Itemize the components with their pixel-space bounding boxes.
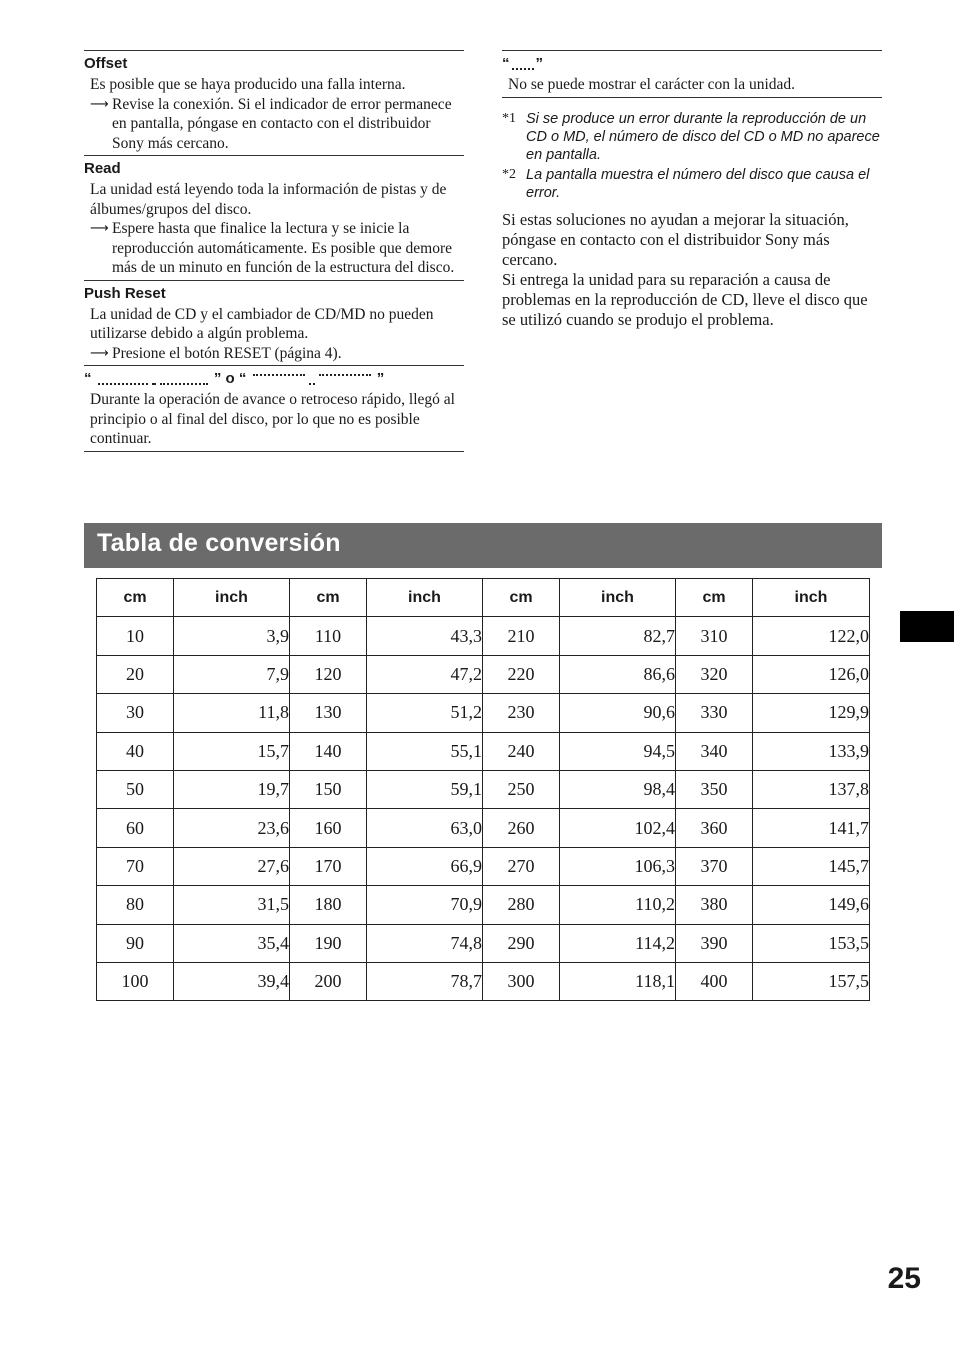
inch-cell: 118,1 (560, 962, 676, 1000)
column-header: inch (560, 579, 676, 617)
cm-cell: 360 (676, 809, 753, 847)
inch-cell: 15,7 (174, 732, 290, 770)
cm-cell: 390 (676, 924, 753, 962)
table-row (97, 770, 870, 808)
cm-cell: 380 (676, 886, 753, 924)
cm-cell: 160 (290, 809, 367, 847)
column-header: cm (483, 579, 560, 617)
cm-cell: 340 (676, 732, 753, 770)
cm-cell: 100 (97, 962, 174, 1000)
inch-cell: 122,0 (753, 617, 870, 655)
cm-cell: 240 (483, 732, 560, 770)
cm-cell: 180 (290, 886, 367, 924)
segment-display-icon (253, 374, 305, 385)
error-title: Read (84, 160, 121, 177)
conversion-table (96, 578, 870, 1001)
quote-separator: ” o “ (213, 370, 247, 387)
inch-cell: 114,2 (560, 924, 676, 962)
footnote-text: La pantalla muestra el número del disco que causa el error. (526, 166, 870, 201)
cm-cell: 60 (97, 809, 174, 847)
inch-cell: 106,3 (560, 847, 676, 885)
inch-cell: 47,2 (367, 655, 483, 693)
cm-cell: 330 (676, 694, 753, 732)
inch-cell: 145,7 (753, 847, 870, 885)
table-row (97, 732, 870, 770)
table-row (97, 924, 870, 962)
inch-cell: 27,6 (174, 847, 290, 885)
error-description: Durante la operación de avance o retroceso rápido, llegó al principio o al final del disco, por lo que no es posible continuar. (90, 391, 455, 447)
cm-cell: 10 (97, 617, 174, 655)
right-column (502, 50, 882, 330)
cm-cell: 350 (676, 770, 753, 808)
cm-cell: 110 (290, 617, 367, 655)
inch-cell: 7,9 (174, 655, 290, 693)
cm-cell: 220 (483, 655, 560, 693)
footnote-text: Si se produce un error durante la reproducción de un CD o MD, el número de disco del CD o MD no aparece en pantalla. (526, 110, 880, 163)
inch-cell: 19,7 (174, 770, 290, 808)
cm-cell: 80 (97, 886, 174, 924)
column-header: inch (174, 579, 290, 617)
cm-cell: 40 (97, 732, 174, 770)
inch-cell: 11,8 (174, 694, 290, 732)
inch-cell: 35,4 (174, 924, 290, 962)
error-title: Push Reset (84, 284, 166, 302)
inch-cell: 86,6 (560, 655, 676, 693)
cm-cell: 320 (676, 655, 753, 693)
arrow-right-icon: ⟶ (90, 96, 109, 112)
error-push-reset (84, 280, 464, 366)
cm-cell: 210 (483, 617, 560, 655)
cm-cell: 400 (676, 962, 753, 1000)
cm-cell: 170 (290, 847, 367, 885)
help-text (502, 210, 882, 330)
cm-cell: 20 (97, 655, 174, 693)
segment-display-icon (512, 59, 534, 70)
error-title: Offset (84, 55, 128, 72)
cm-cell: 250 (483, 770, 560, 808)
inch-cell: 74,8 (367, 924, 483, 962)
inch-cell: 149,6 (753, 886, 870, 924)
inch-cell: 31,5 (174, 886, 290, 924)
error-disc-edge (84, 365, 464, 452)
cm-cell: 190 (290, 924, 367, 962)
inch-cell: 129,9 (753, 694, 870, 732)
section-tab-marker (900, 611, 954, 642)
error-action (90, 95, 464, 154)
cm-cell: 370 (676, 847, 753, 885)
inch-cell: 70,9 (367, 886, 483, 924)
error-offset (84, 50, 464, 155)
cm-cell: 50 (97, 770, 174, 808)
error-description: La unidad está leyendo toda la información de pistas y de álbumes/grupos del disco. (90, 181, 447, 218)
inch-cell: 63,0 (367, 809, 483, 847)
inch-cell: 23,6 (174, 809, 290, 847)
segment-display-icon (160, 374, 208, 385)
footnote-mark: *1 (502, 110, 516, 126)
arrow-right-icon: ⟶ (90, 221, 109, 236)
section-title: Tabla de conversión (97, 529, 341, 557)
inch-cell: 94,5 (560, 732, 676, 770)
cm-cell: 140 (290, 732, 367, 770)
inch-cell: 3,9 (174, 617, 290, 655)
segment-comma-icon (309, 374, 315, 385)
cm-cell: 30 (97, 694, 174, 732)
inch-cell: 78,7 (367, 962, 483, 1000)
error-list (84, 50, 464, 452)
cm-cell: 200 (290, 962, 367, 1000)
table-row (97, 809, 870, 847)
error-character (502, 50, 882, 98)
cm-cell: 150 (290, 770, 367, 808)
inch-cell: 39,4 (174, 962, 290, 1000)
inch-cell: 59,1 (367, 770, 483, 808)
inch-cell: 153,5 (753, 924, 870, 962)
inch-cell: 66,9 (367, 847, 483, 885)
footnote (502, 110, 882, 164)
cm-cell: 260 (483, 809, 560, 847)
column-header: inch (753, 579, 870, 617)
cm-cell: 90 (97, 924, 174, 962)
inch-cell: 43,3 (367, 617, 483, 655)
cm-cell: 300 (483, 962, 560, 1000)
table-row (97, 617, 870, 655)
table-row (97, 962, 870, 1000)
quote-close: ” (376, 370, 385, 387)
error-read (84, 155, 464, 280)
error-description: La unidad de CD y el cambiador de CD/MD no pueden utilizarse debido a algún problema. (90, 305, 434, 342)
inch-cell: 55,1 (367, 732, 483, 770)
help-paragraph: Si entrega la unidad para su reparación a causa de problemas en la reproducción de CD, lleve el disco que se utilizó cuando se produjo el problema. (502, 269, 868, 329)
inch-cell: 51,2 (367, 694, 483, 732)
error-action (90, 219, 464, 278)
inch-cell: 90,6 (560, 694, 676, 732)
cm-cell: 310 (676, 617, 753, 655)
footnote-mark: *2 (502, 166, 516, 182)
inch-cell: 102,4 (560, 809, 676, 847)
inch-cell: 133,9 (753, 732, 870, 770)
inch-cell: 110,2 (560, 886, 676, 924)
footnote (502, 166, 882, 202)
cm-cell: 290 (483, 924, 560, 962)
table-row (97, 847, 870, 885)
inch-cell: 157,5 (753, 962, 870, 1000)
section-header (84, 523, 882, 568)
segment-colon-icon (152, 374, 156, 385)
inch-cell: 137,8 (753, 770, 870, 808)
segment-display-icon (98, 374, 148, 385)
quote-close: ” (535, 55, 543, 72)
segment-display-icon (319, 374, 371, 385)
inch-cell: 126,0 (753, 655, 870, 693)
error-description: No se puede mostrar el carácter con la unidad. (508, 76, 796, 93)
page-number: 25 (887, 1262, 921, 1295)
quote-open: “ (84, 370, 92, 387)
error-action-text: Revise la conexión. Si el indicador de error permanece en pantalla, póngase en contacto con el distribuidor Sony más cercano. (112, 95, 452, 152)
table-row (97, 694, 870, 732)
footnotes (502, 110, 882, 202)
error-description: Es posible que se haya producido una falla interna. (90, 76, 406, 93)
table-row (97, 655, 870, 693)
inch-cell: 141,7 (753, 809, 870, 847)
cm-cell: 270 (483, 847, 560, 885)
help-paragraph: Si estas soluciones no ayudan a mejorar la situación, póngase en contacto con el distribuidor Sony más cercano. (502, 209, 849, 269)
cm-cell: 130 (290, 694, 367, 732)
column-header: inch (367, 579, 483, 617)
cm-cell: 70 (97, 847, 174, 885)
cm-cell: 120 (290, 655, 367, 693)
inch-cell: 98,4 (560, 770, 676, 808)
inch-cell: 82,7 (560, 617, 676, 655)
column-header: cm (676, 579, 753, 617)
quote-open: “ (502, 55, 510, 72)
error-title (84, 370, 464, 388)
error-action-text: Presione el botón RESET (página 4). (112, 344, 342, 362)
table-header-row (97, 579, 870, 617)
cm-cell: 280 (483, 886, 560, 924)
table-row (97, 886, 870, 924)
table-body (97, 617, 870, 1001)
column-header: cm (97, 579, 174, 617)
cm-cell: 230 (483, 694, 560, 732)
arrow-right-icon: ⟶ (90, 345, 109, 361)
error-action (90, 344, 464, 364)
column-header: cm (290, 579, 367, 617)
error-title (502, 55, 882, 73)
error-action-text: Espere hasta que finalice la lectura y se inicie la reproducción automáticamente. Es posible que demore más de un minuto en función de la estructura del disco. (112, 220, 455, 276)
